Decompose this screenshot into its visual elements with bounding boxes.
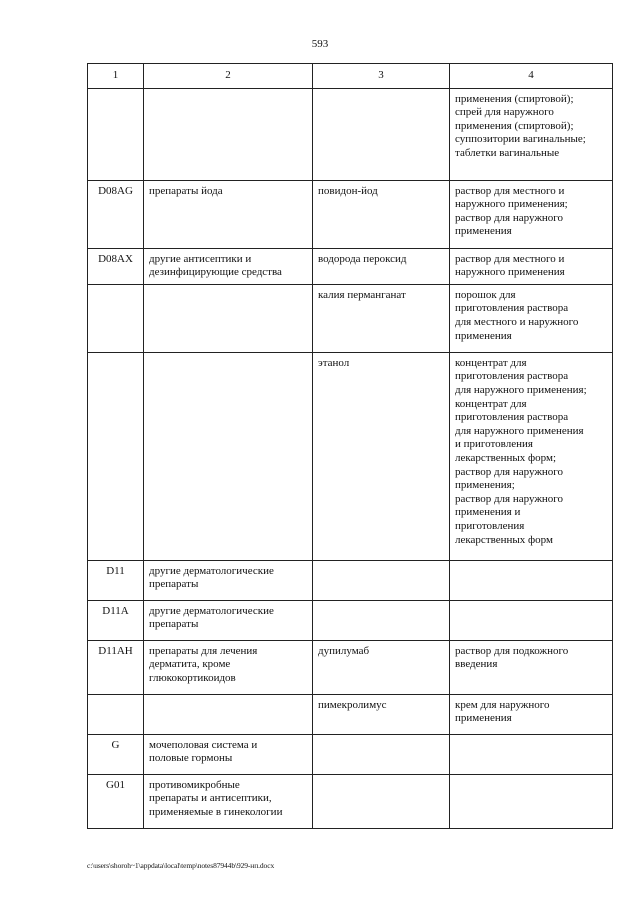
cell-substance: калия перманганат <box>313 284 450 352</box>
cell-form <box>450 734 613 774</box>
cell-form: раствор для подкожного введения <box>450 640 613 694</box>
cell-substance: дупилумаб <box>313 640 450 694</box>
table-row <box>88 284 613 352</box>
cell-substance <box>313 774 450 828</box>
cell-group: препараты йода <box>144 180 313 248</box>
cell-code: G <box>88 734 144 774</box>
cell-group <box>144 694 313 734</box>
cell-code: D11A <box>88 600 144 640</box>
cell-substance <box>313 734 450 774</box>
table-row <box>88 248 613 284</box>
cell-substance <box>313 88 450 180</box>
table-header-row <box>88 64 613 89</box>
cell-code <box>88 284 144 352</box>
cell-group: противомикробные препараты и антисептики, применяемые в гинекологии <box>144 774 313 828</box>
table-row <box>88 180 613 248</box>
table-row <box>88 640 613 694</box>
table-row <box>88 694 613 734</box>
cell-substance: этанол <box>313 352 450 560</box>
cell-group: препараты для лечения дерматита, кроме глюкокортикоидов <box>144 640 313 694</box>
cell-form <box>450 774 613 828</box>
cell-substance <box>313 600 450 640</box>
cell-form: раствор для местного и наружного применения <box>450 248 613 284</box>
cell-form: раствор для местного и наружного применения; раствор для наружного применения <box>450 180 613 248</box>
cell-substance: пимекролимус <box>313 694 450 734</box>
header-col-3: 3 <box>313 64 450 89</box>
cell-group: другие дерматологические препараты <box>144 560 313 600</box>
header-col-2: 2 <box>144 64 313 89</box>
cell-substance <box>313 560 450 600</box>
footer-file-path: c:\users\shoroh~1\appdata\local\temp\notes87944b\929-нп.docx <box>87 861 275 870</box>
cell-substance: водорода пероксид <box>313 248 450 284</box>
table-row <box>88 734 613 774</box>
page-number: 593 <box>311 38 329 50</box>
cell-substance: повидон-йод <box>313 180 450 248</box>
cell-group: другие дерматологические препараты <box>144 600 313 640</box>
cell-form: применения (спиртовой); спрей для наружного применения (спиртовой); суппозитории вагинальные; таблетки вагинальные <box>450 88 613 180</box>
table-row <box>88 600 613 640</box>
cell-code: D08AX <box>88 248 144 284</box>
cell-form: порошок для приготовления раствора для местного и наружного применения <box>450 284 613 352</box>
drug-table <box>87 63 613 829</box>
cell-code <box>88 88 144 180</box>
table-body <box>88 88 613 828</box>
cell-form <box>450 560 613 600</box>
cell-form: концентрат для приготовления раствора для наружного применения; концентрат для приготовления раствора для наружного применения и приготовления лекарственных форм; раствор для наружного применения; раствор для наружного применения и приготовления лекарственных форм <box>450 352 613 560</box>
table-row <box>88 774 613 828</box>
cell-code: D11 <box>88 560 144 600</box>
table-row <box>88 560 613 600</box>
header-col-4: 4 <box>450 64 613 89</box>
cell-code: D11AH <box>88 640 144 694</box>
table-row <box>88 352 613 560</box>
cell-group: мочеполовая система и половые гормоны <box>144 734 313 774</box>
header-col-1: 1 <box>88 64 144 89</box>
table-row <box>88 88 613 180</box>
cell-code <box>88 352 144 560</box>
cell-group <box>144 88 313 180</box>
cell-form <box>450 600 613 640</box>
cell-group <box>144 352 313 560</box>
cell-code: D08AG <box>88 180 144 248</box>
cell-group: другие антисептики и дезинфицирующие средства <box>144 248 313 284</box>
cell-code <box>88 694 144 734</box>
cell-form: крем для наружного применения <box>450 694 613 734</box>
cell-group <box>144 284 313 352</box>
cell-code: G01 <box>88 774 144 828</box>
